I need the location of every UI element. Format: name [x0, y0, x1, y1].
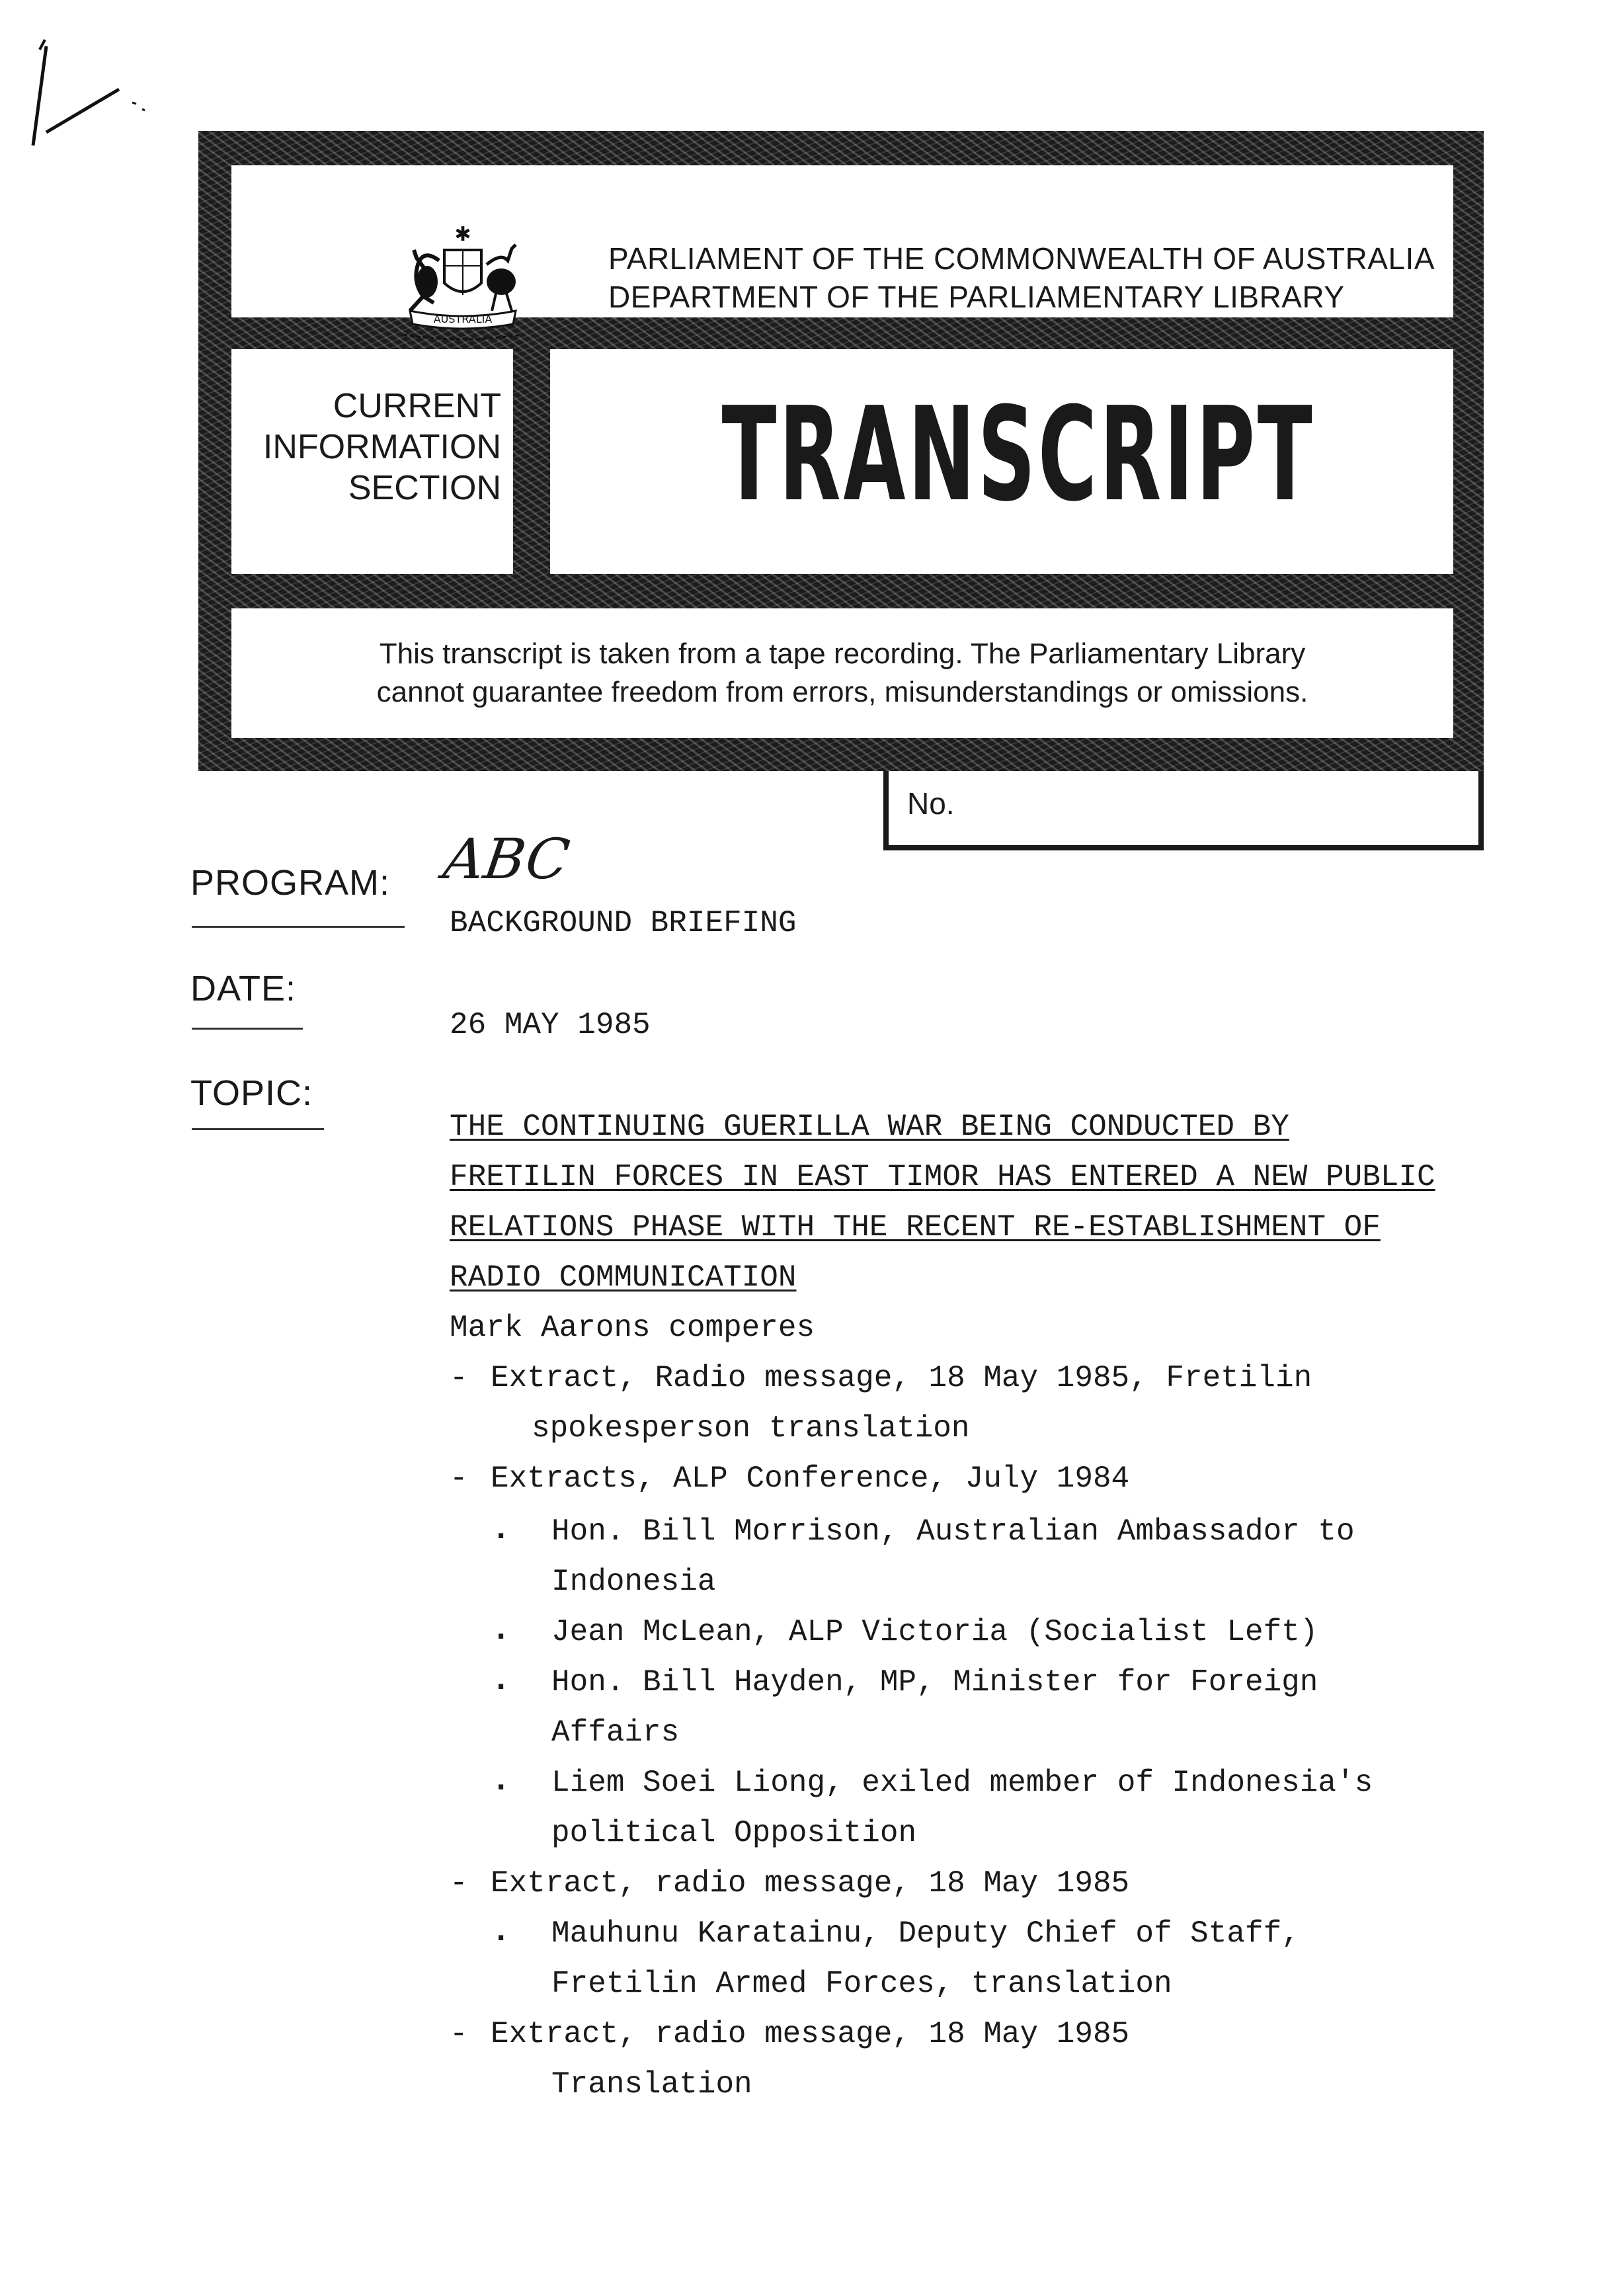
contents-line: Jean McLean, ALP Victoria (Socialist Left)	[551, 1615, 1318, 1649]
header-org-panel	[231, 165, 1453, 325]
transcript-number-label: No.	[907, 786, 955, 821]
contents-line: Extracts, ALP Conference, July 1984	[491, 1461, 1130, 1496]
title-panel	[550, 349, 1453, 574]
topic-line: FRETILIN FORCES IN EAST TIMOR HAS ENTERED A NEW PUBLIC	[450, 1160, 1435, 1194]
contents-line: Translation	[551, 2067, 752, 2102]
svg-text:✱: ✱	[454, 223, 471, 246]
contents-line: Extract, radio message, 18 May 1985	[491, 1866, 1130, 1901]
handwritten-corner-mark	[7, 20, 165, 152]
topic-line: RELATIONS PHASE WITH THE RECENT RE-ESTABLISHMENT OF	[450, 1210, 1381, 1245]
contents-line: Liem Soei Liong, exiled member of Indonesia's	[551, 1766, 1373, 1800]
disclaimer-line: cannot guarantee freedom from errors, misunderstandings or omissions.	[376, 676, 1308, 708]
contents-bullet: .	[496, 1916, 506, 1947]
organisation-line-1: PARLIAMENT OF THE COMMONWEALTH OF AUSTRALIA	[608, 241, 1435, 276]
topic-line: THE CONTINUING GUERILLA WAR BEING CONDUCTED BY	[450, 1110, 1289, 1144]
contents-bullet: .	[496, 1665, 506, 1696]
contents-marker: -	[450, 1361, 468, 1395]
section-label-line: SECTION	[348, 469, 501, 507]
contents-line: political Opposition	[551, 1816, 917, 1850]
contents-line: Mauhunu Karatainu, Deputy Chief of Staff,	[551, 1916, 1300, 1951]
date-value: 26 MAY 1985	[450, 1008, 651, 1042]
date-label: DATE:	[190, 969, 297, 1008]
contents-line: Affairs	[551, 1715, 680, 1750]
organisation-line-2: DEPARTMENT OF THE PARLIAMENTARY LIBRARY	[608, 280, 1345, 314]
contents-line: Extract, Radio message, 18 May 1985, Fretilin	[491, 1361, 1312, 1395]
topic-line: RADIO COMMUNICATION	[450, 1260, 797, 1295]
section-label	[263, 386, 501, 509]
contents-marker: -	[450, 1866, 468, 1901]
topic-label-rule	[192, 1128, 324, 1130]
date-label-rule	[192, 1028, 303, 1030]
program-value: BACKGROUND BRIEFING	[450, 906, 797, 940]
contents-line: Indonesia	[551, 1565, 716, 1599]
contents-bullet: .	[496, 1514, 506, 1545]
contents-marker: -	[450, 2017, 468, 2051]
section-label-panel	[231, 349, 513, 574]
disclaimer-line: This transcript is taken from a tape recording. The Parliamentary Library	[379, 637, 1306, 670]
topic-label: TOPIC:	[190, 1073, 313, 1113]
transcript-number-box	[883, 771, 1484, 850]
compere-line: Mark Aarons comperes	[450, 1311, 815, 1345]
disclaimer-text	[231, 635, 1453, 712]
contents-bullet: .	[496, 1766, 506, 1796]
contents-line: Hon. Bill Morrison, Australian Ambassador to	[551, 1514, 1355, 1549]
contents-marker: -	[450, 1461, 468, 1496]
disclaimer-panel	[231, 608, 1453, 738]
organisation-heading	[608, 239, 1435, 316]
header-frame	[198, 131, 1484, 771]
section-label-line: CURRENT	[333, 387, 501, 425]
handwritten-program-note: ABC	[440, 827, 574, 891]
contents-line: Extract, radio message, 18 May 1985	[491, 2017, 1130, 2051]
coat-of-arms-emblem	[383, 218, 542, 344]
section-label-line: INFORMATION	[262, 428, 501, 466]
contents-bullet: .	[496, 1615, 506, 1645]
emblem-caption: AUSTRALIA	[433, 313, 493, 325]
program-label-rule	[192, 926, 405, 928]
document-title: TRANSCRIPT	[721, 380, 1315, 530]
contents-line: Fretilin Armed Forces, translation	[551, 1967, 1172, 2001]
program-label: PROGRAM:	[190, 863, 391, 903]
contents-line: Hon. Bill Hayden, MP, Minister for Foreign	[551, 1665, 1318, 1700]
contents-line: spokesperson translation	[532, 1411, 970, 1446]
